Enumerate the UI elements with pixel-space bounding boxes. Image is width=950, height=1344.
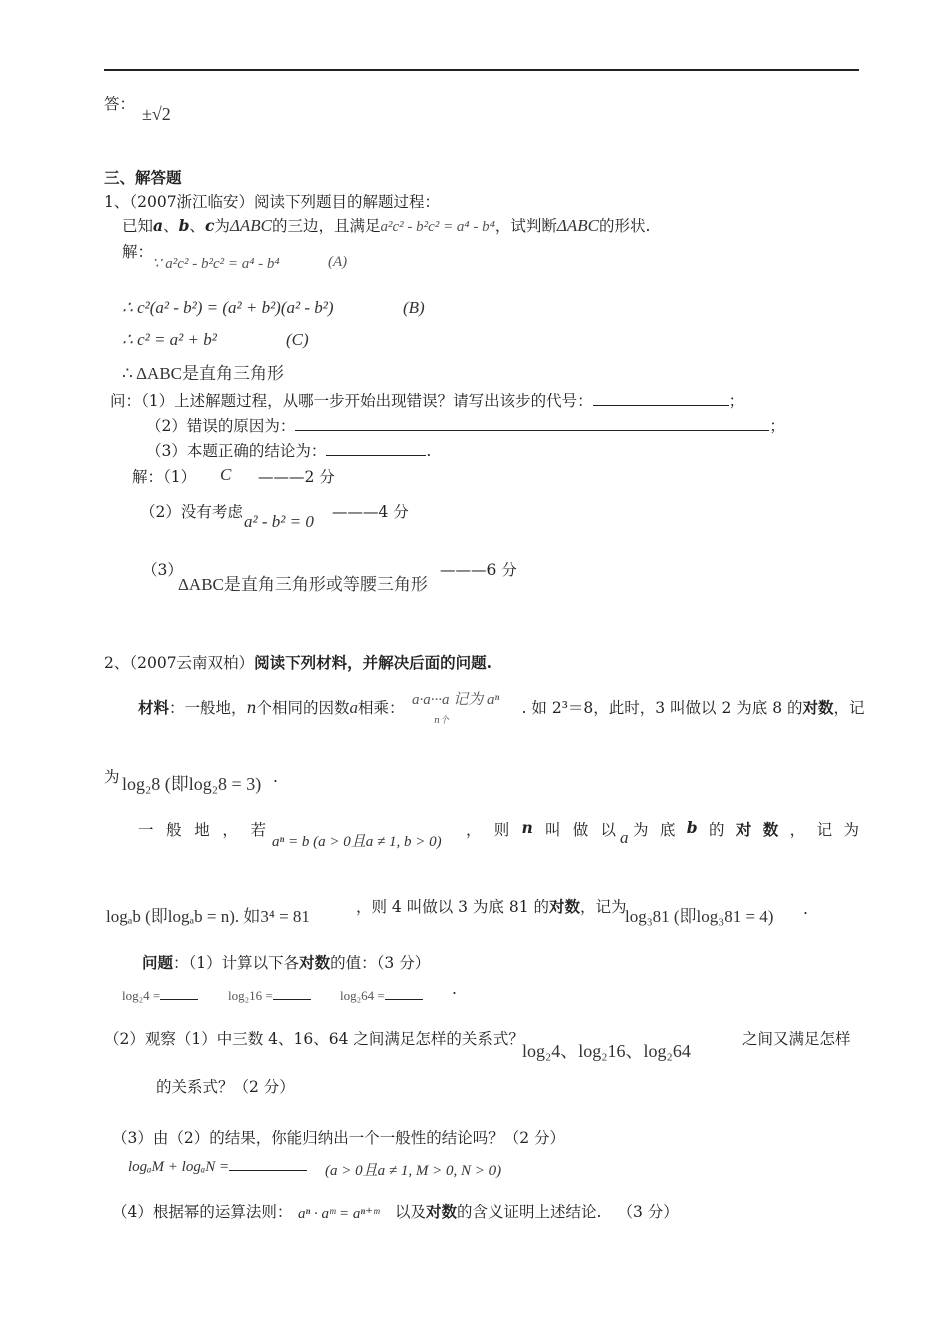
q1-step-c: ∴ c² = a² + b² <box>122 330 217 349</box>
q1-answer-3-text: （3） <box>142 561 183 579</box>
top-rule <box>104 69 859 71</box>
q2-material-text3: 相乘： <box>358 699 405 717</box>
q2-calc-1 <box>122 988 198 1004</box>
q1-ask3-end: . <box>426 442 432 460</box>
q2-line4-math2: log₃81 (即log₃81 = 4) <box>625 907 774 926</box>
q2-material-bold: 对数 <box>802 698 834 717</box>
q1-answer-label: 解：（1） <box>132 468 197 486</box>
q2-line3-word-0: 一 <box>138 821 154 839</box>
q1-answer-2-math: a² - b² = 0 <box>244 512 314 531</box>
q2-line3-word2-0: ， <box>466 821 482 839</box>
q2-problem-text1: ：（1）计算以下各 <box>173 954 300 972</box>
q1-given-a: a <box>153 216 164 235</box>
q1-answer-2-score: ———4 分 <box>332 503 409 521</box>
q1-given-sep2: 、 <box>189 217 205 235</box>
q2-problem-bold: 对数 <box>299 953 331 972</box>
q1-triangle: ΔABC <box>229 216 272 235</box>
q1-question-1 <box>110 389 744 411</box>
q1-ask3-blank[interactable] <box>326 455 426 456</box>
q2-material-formula-under: n个 <box>434 716 449 726</box>
q2-line2-end: . <box>273 768 278 786</box>
q2-line2-math: log₂8 (即log₂8 = 3) <box>122 774 262 794</box>
q2-calc-2-blank[interactable] <box>273 999 311 1000</box>
q2-line4-bold: 对数 <box>549 897 581 916</box>
q1-given-mid2: 的三边，且满足 <box>272 217 381 235</box>
q2-calc-1-blank[interactable] <box>160 999 198 1000</box>
q2-material-text4: . 如 2³＝8，此时，3 叫做以 2 为底 8 的 <box>521 699 803 717</box>
q1-ask2-blank[interactable] <box>295 430 769 431</box>
q1-answer-1-value: C <box>220 465 232 484</box>
q2-line3-word3-7: 记 <box>816 821 833 839</box>
q2-p3-blank[interactable] <box>229 1170 307 1171</box>
q1-given-end2: 的形状. <box>598 217 651 235</box>
q2-line3-word3-4: 对 <box>735 820 752 839</box>
q2-p4-text3: 的含义证明上述结论. <box>457 1203 602 1221</box>
q1-triangle-2: ΔABC <box>556 216 599 235</box>
q1-question-3 <box>146 439 431 461</box>
q2-material-line <box>138 696 865 718</box>
q1-step-a-tag: (A) <box>328 254 348 270</box>
q2-line3-word3-2: b <box>686 818 698 837</box>
q1-solution-label: 解： <box>122 243 154 261</box>
q2-line3-word-2: 地 <box>194 821 210 839</box>
q2-p4-math: aⁿ · aᵐ = aⁿ⁺ᵐ <box>298 1206 380 1222</box>
q2-line3-math: aⁿ = b (a > 0且a ≠ 1, b > 0) <box>272 834 442 850</box>
q2-line3-word3-3: 的 <box>709 821 725 839</box>
q2-title <box>104 651 492 673</box>
q2-line4-math1: logₐb (即logₐb = n). 如3⁴ = 81 <box>106 907 310 926</box>
q2-p4-bold: 对数 <box>426 1202 458 1221</box>
q1-given-c: c <box>204 216 215 235</box>
q1-ask1-text: （1）上述解题过程，从哪一步开始出现错误？请写出该步的代号： <box>141 392 593 410</box>
q2-p2-text: （2）观察（1）中三数 4、16、64 之间满足怎样的关系式？ <box>104 1030 524 1048</box>
q1-condition: a²c² - b²c² = a⁴ - b⁴ <box>380 219 495 235</box>
q1-step-a: ∵ a²c² - b²c² = a⁴ - b⁴ <box>152 256 280 272</box>
q1-step-d: ∴ ΔABC是直角三角形 <box>122 364 285 383</box>
q2-material-text2: 个相同的因数 <box>256 699 350 717</box>
q1-step-b-tag: (B) <box>403 298 425 317</box>
section-heading: 三、解答题 <box>104 168 182 187</box>
q2-p4-score: （3 分） <box>617 1203 679 1221</box>
q2-p3-math <box>128 1159 307 1176</box>
q2-line3-word2-1: 则 <box>493 821 510 839</box>
q1-given-mid: 为 <box>214 217 230 235</box>
q2-line3-words-3 <box>633 818 859 840</box>
q2-line3-word3-0: 为 <box>633 821 649 839</box>
answer-label: 答： <box>104 95 136 113</box>
q2-line3-word3-1: 底 <box>659 821 676 839</box>
q2-line3-word2-2: n <box>521 818 533 837</box>
q1-answer-3-math: ΔABC是直角三角形或等腰三角形 <box>178 575 428 594</box>
q2-line3-words <box>138 818 266 840</box>
q1-given-prefix: 已知 <box>122 217 154 235</box>
q2-problem-line <box>142 951 430 973</box>
q1-answer-2-text: （2）没有考虑 <box>140 503 243 521</box>
q2-calc-end: . <box>452 980 457 998</box>
q2-p2-math: log₂4、log₂16、log₂64 <box>522 1041 691 1061</box>
q2-problem-label: 问题 <box>142 953 174 972</box>
q2-material-text5: ，记 <box>833 699 865 717</box>
q1-question-2 <box>146 414 785 436</box>
q2-material-text1: ：一般地， <box>169 699 247 717</box>
q2-p3-text: （3）由（2）的结果，你能归纳出一个一般性的结论吗？（2 分） <box>112 1129 566 1147</box>
q1-ask1-end: ； <box>728 392 745 410</box>
q2-line3-word3-8: 为 <box>843 821 859 839</box>
q2-line4-end: . <box>803 900 808 918</box>
q2-line3-words-2 <box>466 818 616 840</box>
q2-p3-math2: (a > 0且a ≠ 1, M > 0, N > 0) <box>325 1163 502 1179</box>
q2-p4-rest <box>395 1200 679 1222</box>
q2-line3-word2-4: 做 <box>572 821 589 839</box>
q2-p4-text2: 以及 <box>395 1203 427 1221</box>
q2-p4-text: （4）根据幂的运算法则： <box>112 1203 293 1221</box>
q1-given <box>122 214 650 236</box>
q2-material-n: n <box>246 699 257 717</box>
q2-calc-2-label: log₂16 = <box>228 988 273 1003</box>
q1-answer-1-score: ———2 分 <box>258 468 335 486</box>
q1-step-c-tag: (C) <box>286 330 309 349</box>
q2-line4-text2: ，记为 <box>580 898 627 916</box>
q2-line2-prefix: 为 <box>104 768 120 786</box>
q2-material-a: a <box>349 698 359 717</box>
q2-calc-3-label: log₂64 = <box>340 988 385 1003</box>
q1-given-end: ，试判断 <box>494 217 557 235</box>
q2-line3-word2-5: 以 <box>600 821 616 839</box>
q2-calc-3 <box>340 988 423 1004</box>
q2-line3-word2-3: 叫 <box>544 821 561 839</box>
q2-material-formula: a·a···a 记为 aⁿ <box>412 692 500 708</box>
q1-ask1-blank[interactable] <box>593 405 729 406</box>
q2-calc-3-blank[interactable] <box>385 999 423 1000</box>
q1-ask3-text: （3）本题正确的结论为： <box>146 442 327 460</box>
q2-material-label: 材料 <box>138 698 170 717</box>
q2-p2-text2: 之间又满足怎样 <box>742 1030 851 1048</box>
q2-calc-1-label: log₂4 = <box>122 988 161 1003</box>
q2-line3-word-1: 般 <box>166 821 182 839</box>
q1-ask2-end: ； <box>769 417 785 435</box>
q2-line3-word-3: ， <box>222 821 238 839</box>
q2-line3-word-4: 若 <box>250 821 266 839</box>
q1-ask2-text: （2）错误的原因为： <box>146 417 296 435</box>
q2-p3-math1: logₐM + logₐN = <box>128 1159 230 1175</box>
q2-title-text: 阅读下列材料，并解决后面的问题. <box>254 653 492 672</box>
q2-calc-2 <box>228 988 311 1004</box>
q2-line3-word3-5: 数 <box>762 820 779 839</box>
q1-step-b: ∴ c²(a² - b²) = (a² + b²)(a² - b²) <box>122 298 334 317</box>
q1-title: 1、（2007浙江临安）阅读下列题目的解题过程： <box>104 193 441 211</box>
q2-line3-a: a <box>620 828 629 847</box>
q2-line4-text <box>356 895 627 917</box>
q1-ask-label: 问： <box>110 392 142 410</box>
answer-value: ±√2 <box>142 104 171 124</box>
q2-p2-text3: 的关系式？（2 分） <box>156 1078 295 1096</box>
q2-title-num: 2、（2007云南双柏） <box>104 654 255 672</box>
q2-line3-word3-6: ， <box>789 821 806 839</box>
q2-problem-text2: 的值：（3 分） <box>330 954 431 972</box>
q1-given-b: b <box>178 216 190 235</box>
q1-given-sep1: 、 <box>163 217 179 235</box>
q1-answer-3-score: ———6 分 <box>440 561 517 579</box>
q2-line4-text1: ，则 4 叫做以 3 为底 81 的 <box>356 898 550 916</box>
